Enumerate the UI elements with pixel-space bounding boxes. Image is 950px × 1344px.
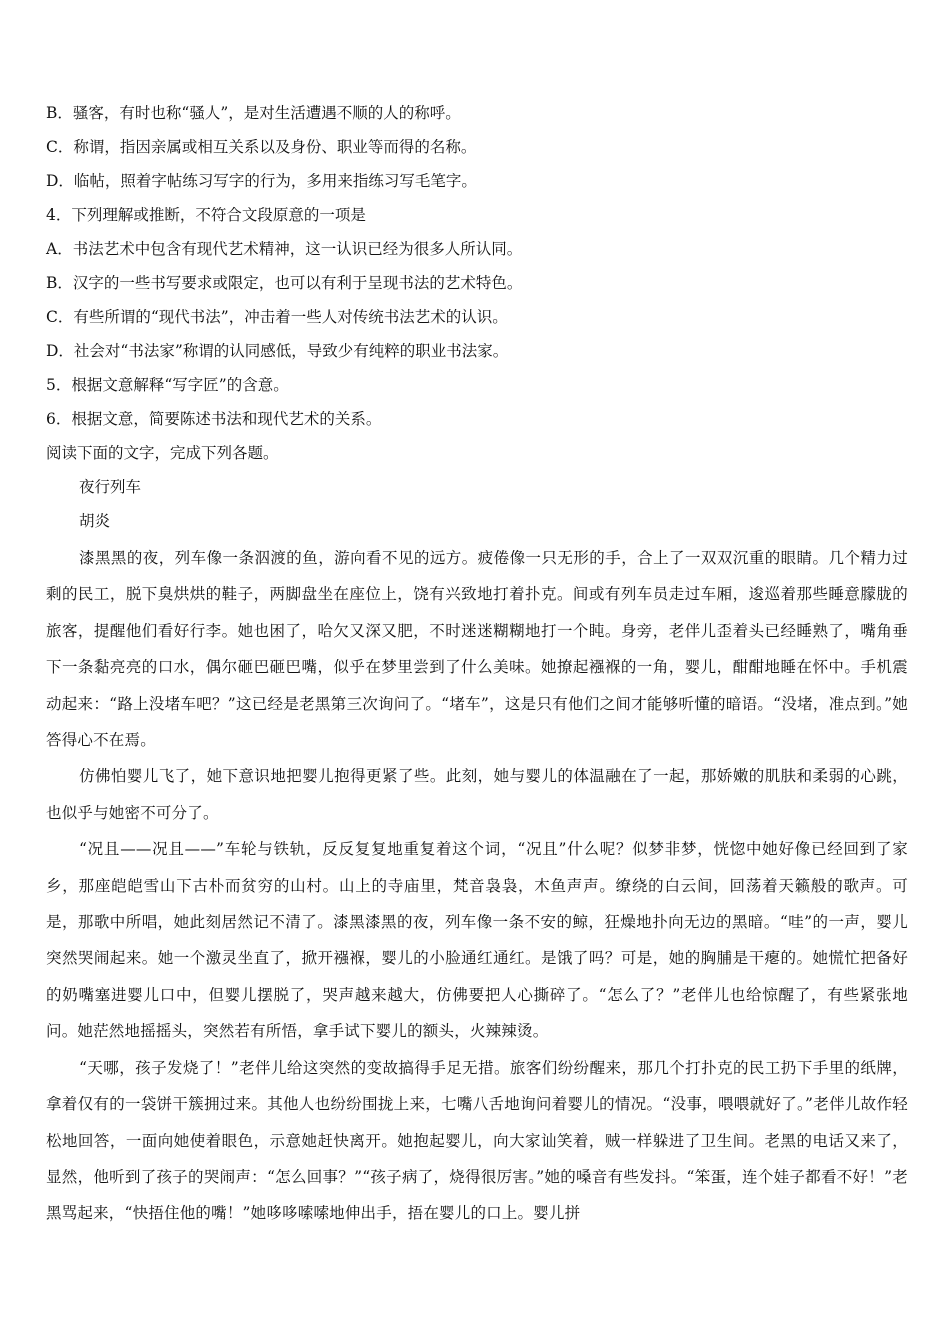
- story-paragraph-3: “况且——况且——”车轮与铁轨，反反复复地重复着这个词，“况且”什么呢？似梦非梦，恍惚中她好像已经回到了家乡，那座皑皑雪山下古朴而贫穷的山村。山上的寺庙里，梵音袅袅，木鱼声声。缭绕的白云间，回荡着天籁般的歌声。可是，那歌中所唱，她此刻居然记不清了。漆黑漆黑的夜，列车像一条不安的鲸，狂燥地扑向无边的黑暗。“哇”的一声，婴儿突然哭闹起来。她一个激灵坐直了，掀开襁褓，婴儿的小脸通红通红。是饿了吗？可是，她的胸脯是干瘪的。她慌忙把备好的奶嘴塞进婴儿口中，但婴儿摆脱了，哭声越来越大，仿佛要把人心撕碎了。“怎么了？”老伴儿也给惊醒了，有些紧张地问。她茫然地摇摇头，突然若有所悟，拿手试下婴儿的额头，火辣辣烫。: [46, 840, 908, 1041]
- document-page: [46, 96, 908, 1232]
- story-title: 夜行列车: [79, 478, 142, 496]
- story-paragraph-2: 仿佛怕婴儿飞了，她下意识地把婴儿抱得更紧了些。此刻，她与婴儿的体温融在了一起，那娇嫩的肌肤和柔弱的心跳，也似乎与她密不可分了。: [46, 767, 908, 822]
- q3-option-b: B．骚客，有时也称“骚人”，是对生活遭遇不顺的人的称呼。: [46, 104, 461, 122]
- question-6: 6．根据文意，简要陈述书法和现代艺术的关系。: [46, 410, 382, 428]
- q3-option-c: C．称谓，指因亲属或相互关系以及身份、职业等而得的名称。: [46, 138, 477, 156]
- reading-instruction: 阅读下面的文字，完成下列各题。: [46, 444, 279, 462]
- q4-option-c: C．有些所谓的“现代书法”，冲击着一些人对传统书法艺术的认识。: [46, 308, 508, 326]
- story-paragraph-1: 漆黑黑的夜，列车像一条泅渡的鱼，游向看不见的远方。疲倦像一只无形的手，合上了一双双沉重的眼睛。几个精力过剩的民工，脱下臭烘烘的鞋子，两脚盘坐在座位上，饶有兴致地打着扑克。间或有列车员走过车厢，逡巡着那些睡意朦胧的旅客，提醒他们看好行李。她也困了，哈欠又深又肥，不时迷迷糊糊地打一个盹。身旁，老伴儿歪着头已经睡熟了，嘴角垂下一条黏亮亮的口水，偶尔砸巴砸巴嘴，似乎在梦里尝到了什么美味。她撩起襁褓的一角，婴儿，酣酣地睡在怀中。手机震动起来：“路上没堵车吧？”这已经是老黑第三次询问了。“堵车”，这是只有他们之间才能够听懂的暗语。“没堵，准点到。”她答得心不在焉。: [46, 549, 908, 750]
- question-5: 5．根据文意解释“写字匠”的含意。: [46, 376, 289, 394]
- story-author: 胡炎: [79, 512, 111, 530]
- story-body: [46, 540, 908, 1232]
- q3-option-d: D．临帖，照着字帖练习写字的行为，多用来指练习写毛笔字。: [46, 172, 477, 190]
- q4-option-a: A．书法艺术中包含有现代艺术精神，这一认识已经为很多人所认同。: [46, 240, 523, 258]
- q4-option-d: D．社会对“书法家”称谓的认同感低，导致少有纯粹的职业书法家。: [46, 342, 509, 360]
- q4-option-b: B．汉字的一些书写要求或限定，也可以有利于呈现书法的艺术特色。: [46, 274, 523, 292]
- story-paragraph-4: “天哪，孩子发烧了！”老伴儿给这突然的变故搞得手足无措。旅客们纷纷醒来，那几个打扑克的民工扔下手里的纸牌，拿着仅有的一袋饼干簇拥过来。其他人也纷纷围拢上来，七嘴八舌地询问着婴儿的情况。“没事，喂喂就好了。”老伴儿故作轻松地回答，一面向她使着眼色，示意她赶快离开。她抱起婴儿，向大家讪笑着，贼一样躲进了卫生间。老黑的电话又来了，显然，他听到了孩子的哭闹声：“怎么回事？”“孩子病了，烧得很厉害。”她的嗓音有些发抖。“笨蛋，连个娃子都看不好！”老黑骂起来，“快捂住他的嘴！”她哆哆嗦嗦地伸出手，捂在婴儿的口上。婴儿拼: [46, 1058, 908, 1223]
- q4-stem: 4．下列理解或推断，不符合文段原意的一项是: [46, 206, 366, 224]
